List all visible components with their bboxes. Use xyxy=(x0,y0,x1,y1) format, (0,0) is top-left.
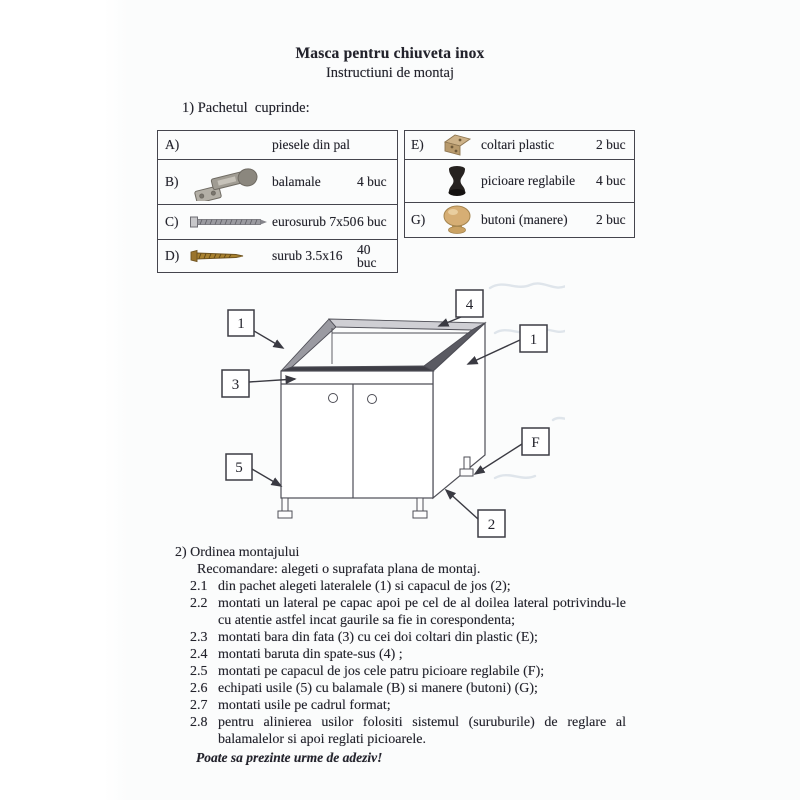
step-number: 2.7 xyxy=(190,698,208,713)
part-letter: D) xyxy=(165,248,180,263)
step-text: montati usile pe cadrul format; xyxy=(218,698,391,713)
part-name: piesele din pal xyxy=(272,137,350,152)
part-qty: 4 buc xyxy=(357,174,387,189)
assembly-step xyxy=(190,595,630,629)
assembly-step xyxy=(190,663,630,680)
svg-text:2: 2 xyxy=(487,517,496,533)
euro-screw-icon xyxy=(190,215,272,229)
svg-text:1: 1 xyxy=(529,332,538,348)
step-text: montati un lateral pe capac apoi pe cel de al doilea lateral potrivindu-le cu atentie astfel incat gaurile sa fie in corespondenta; xyxy=(218,596,626,628)
part-letter: C) xyxy=(165,214,179,229)
step-text: montati pe capacul de jos cele patru picioare reglabile (F); xyxy=(218,664,545,679)
assembly-step xyxy=(190,646,630,663)
step-text: din pachet alegeti lateralele (1) si capacul de jos (2); xyxy=(218,579,511,594)
step-text: pentru alinierea usilor folositi sistemul (suruburile) de reglare al balamalelor si apoi reglati picioarele. xyxy=(218,715,626,747)
step-number: 2.1 xyxy=(190,579,208,594)
part-qty: 4 buc xyxy=(596,173,626,188)
part-letter: E) xyxy=(411,137,424,152)
table-row xyxy=(158,131,397,160)
assembly-step xyxy=(190,697,630,714)
cabinet-diagram xyxy=(195,278,565,553)
wood-screw-icon xyxy=(190,249,272,263)
diagram-label xyxy=(478,510,505,537)
part-qty: 6 buc xyxy=(357,214,387,229)
part-qty: 40 buc xyxy=(357,242,377,270)
adhesive-footnote: Poate sa prezinte urme de adeziv! xyxy=(196,750,383,765)
step-text: montati baruta din spate-sus (4) ; xyxy=(218,647,403,662)
part-name: coltari plastic xyxy=(481,137,555,152)
svg-text:3: 3 xyxy=(231,377,240,393)
step-number: 2.3 xyxy=(190,630,208,645)
table-row xyxy=(405,131,634,160)
step-text: echipati usile (5) cu balamale (B) si manere (butoni) (G); xyxy=(218,681,538,696)
table-row xyxy=(405,160,634,203)
document-subtitle: Instructiuni de montaj xyxy=(325,65,455,81)
cabinet-drawing xyxy=(278,319,485,518)
part-name: surub 3.5x16 xyxy=(272,248,343,263)
part-qty: 2 buc xyxy=(596,137,626,152)
table-row xyxy=(158,160,397,205)
diagram-label xyxy=(228,310,254,336)
part-name: butoni (manere) xyxy=(481,212,568,227)
part-letter: A) xyxy=(165,137,180,152)
part-name: eurosurub 7x50 xyxy=(272,214,357,229)
step-number: 2.4 xyxy=(190,647,208,662)
step-number: 2.5 xyxy=(190,664,208,679)
part-letter: G) xyxy=(411,212,426,227)
table-row xyxy=(405,203,634,237)
part-qty: 2 buc xyxy=(596,212,626,227)
diagram-label xyxy=(520,325,547,352)
diagram-label xyxy=(222,370,249,397)
table-row xyxy=(158,240,397,272)
parts-table-left xyxy=(157,130,398,273)
table-row xyxy=(158,205,397,240)
hinge-icon xyxy=(190,163,272,201)
svg-text:5: 5 xyxy=(235,460,243,476)
diagram-label xyxy=(226,454,252,480)
adjustable-foot-icon xyxy=(433,165,481,197)
document-header xyxy=(130,45,650,82)
step-number: 2.6 xyxy=(190,681,208,696)
assembly-step xyxy=(190,714,630,748)
assembly-recommendation: Recomandare: alegeti o suprafata plana de montaj. xyxy=(197,562,481,577)
assembly-section xyxy=(172,544,630,766)
knob-icon xyxy=(433,205,481,235)
part-letter: B) xyxy=(165,174,179,189)
step-text: montati bara din fata (3) cu cei doi coltari din plastic (E); xyxy=(218,630,538,645)
part-name: picioare reglabile xyxy=(481,173,576,188)
assembly-step xyxy=(190,629,630,646)
svg-text:1: 1 xyxy=(237,316,245,332)
parts-table-right xyxy=(404,130,635,238)
svg-text:4: 4 xyxy=(465,297,474,313)
step-number: 2.8 xyxy=(190,715,208,730)
package-heading: 1) Pachetul cuprinde: xyxy=(182,100,310,116)
assembly-step xyxy=(190,680,630,697)
plastic-corner-icon xyxy=(433,133,481,157)
document-title: Masca pentru chiuveta inox xyxy=(295,45,485,62)
assembly-step xyxy=(190,578,630,595)
step-number: 2.2 xyxy=(190,596,208,611)
svg-text:F: F xyxy=(531,435,540,451)
diagram-label xyxy=(456,290,483,317)
part-name: balamale xyxy=(272,174,321,189)
assembly-heading: 2) Ordinea montajului xyxy=(175,545,300,560)
diagram-label xyxy=(522,428,549,455)
